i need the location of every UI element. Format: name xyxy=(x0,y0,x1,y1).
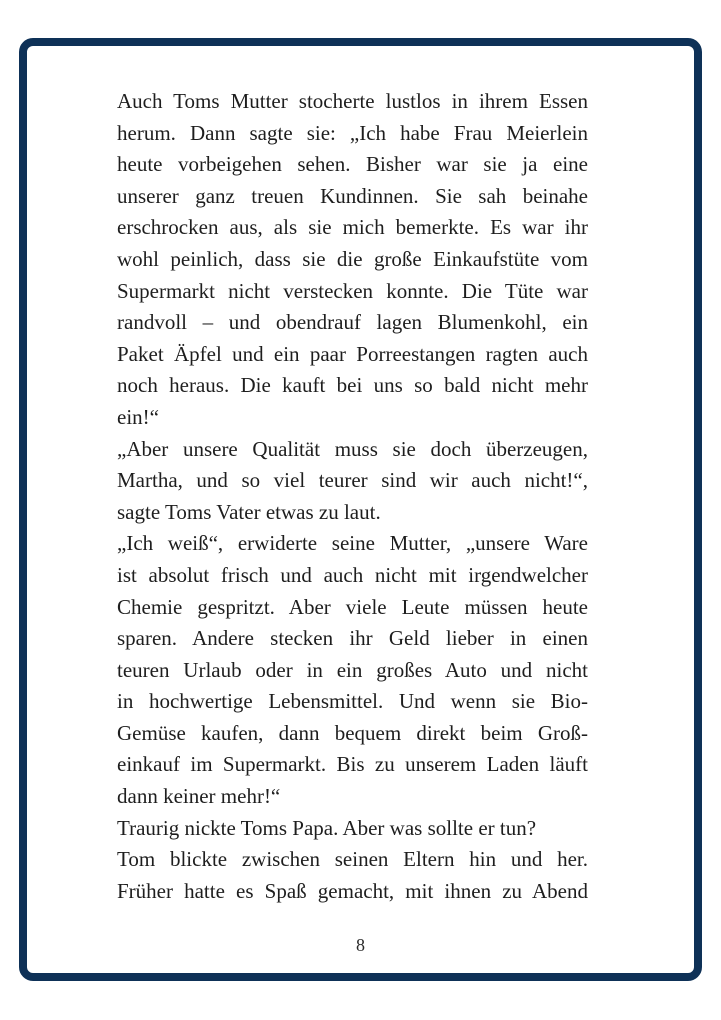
text-line: Chemie gespritzt. Aber viele Leute müssen heute xyxy=(117,594,588,619)
text-line: herum. Dann sagte sie: „Ich habe Frau Meierlein xyxy=(117,120,588,145)
text-line: unserer ganz treuen Kundinnen. Sie sah beinahe xyxy=(117,183,588,208)
text-line: Auch Toms Mutter stocherte lustlos in ihrem Essen xyxy=(117,89,588,113)
text-line: einkauf im Supermarkt. Bis zu unserem Laden läuft xyxy=(117,752,588,777)
text-line: Martha, und so viel teurer sind wir auch nicht!“, xyxy=(117,468,588,493)
text-line: heute vorbeigehen sehen. Bisher war sie ja eine xyxy=(117,152,588,177)
text-line: teuren Urlaub oder in ein großes Auto und nicht xyxy=(117,657,588,682)
text-line: Früher hatte es Spaß gemacht, mit ihnen zu Abend xyxy=(117,878,588,903)
text-line: „Ich weiß“, erwiderte seine Mutter, „unsere Ware xyxy=(117,531,588,556)
text-line: in hochwertige Lebensmittel. Und wenn sie Bio- xyxy=(117,689,588,714)
text-line: Tom blickte zwischen seinen Eltern hin und her. xyxy=(117,847,588,872)
text-line: dann keiner mehr!“ xyxy=(117,784,281,809)
text-line: ein!“ xyxy=(117,404,159,429)
text-line: sagte Toms Vater etwas zu laut. xyxy=(117,499,381,524)
text-line: „Aber unsere Qualität muss sie doch überzeugen, xyxy=(117,436,588,461)
text-line: Supermarkt nicht verstecken konnte. Die Tüte war xyxy=(117,278,588,303)
text-line: noch heraus. Die kauft bei uns so bald nicht mehr xyxy=(117,373,588,398)
text-line: ist absolut frisch und auch nicht mit irgendwelcher xyxy=(117,562,588,587)
text-line: Traurig nickte Toms Papa. Aber was sollte er tun? xyxy=(117,815,537,840)
text-line: erschrocken aus, als sie mich bemerkte. Es war ihr xyxy=(117,215,588,240)
text-line: Paket Äpfel und ein paar Porreestangen ragten auch xyxy=(117,341,588,366)
text-line: wohl peinlich, dass sie die große Einkaufstüte vom xyxy=(117,246,588,271)
text-line: sparen. Andere stecken ihr Geld lieber in einen xyxy=(117,626,588,651)
text-line: Gemüse kaufen, dann bequem direkt beim Groß- xyxy=(117,720,588,745)
page-number: 8 xyxy=(356,935,365,955)
page-body-text xyxy=(117,86,588,907)
text-line: randvoll – und obendrauf lagen Blumenkohl, ein xyxy=(117,310,588,335)
